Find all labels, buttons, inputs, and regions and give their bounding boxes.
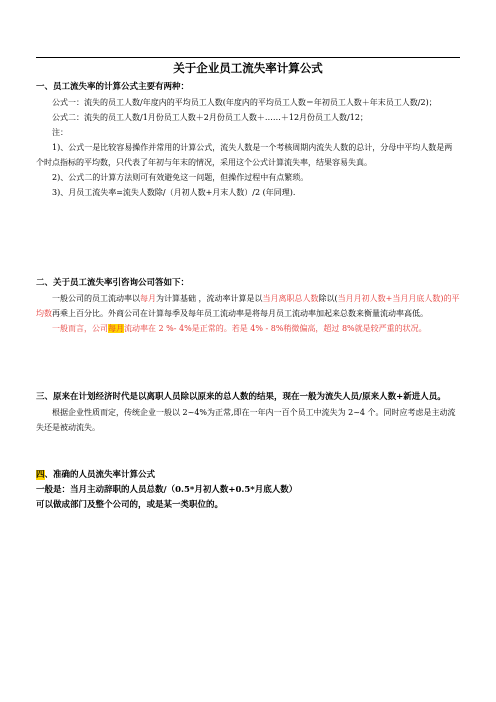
heading-text: 、准确的人员流失率计算公式 [44, 470, 156, 480]
section-2-paragraph-1 [36, 291, 460, 321]
section-2 [36, 276, 460, 336]
text: 一般公司的员工流动率以 [52, 294, 140, 303]
text: 流动率在 2 %- 4%是正常的。若是 4% - 8%稍微偏高，超过 8%就是较严重的状况。 [124, 324, 427, 333]
note-1: 1)、公式一是比较容易操作并常用的计算公式，流失人数是一个考核周期内流失人数的总计，分母中平均人数是两个时点指标的平均数，只代表了年初与年末的情况，采用这个公式计算流失率，结果容易失真。 [36, 143, 453, 167]
highlight-text: 当月离职总人数 [262, 294, 319, 303]
section-2-paragraph-2 [36, 321, 460, 336]
note-2: 2)、公式二的计算方法则可有效避免这一问题，但操作过程中有点繁琐。 [52, 173, 309, 182]
formula-1: 公式一：流失的员工人数/年度内的平均员工人数(年度内的平均员工人数＝年初员工人数＋年末员工人数/2)； [52, 98, 437, 107]
section-2-heading: 二、关于员工流失率引咨询公司答如下： [36, 278, 190, 288]
section-4 [36, 468, 460, 513]
text: 再乘上百分比。外商公司在计算每季及每年员工流动率是将每月员工流动率加起来总数来衡量流动率高低。 [52, 309, 428, 318]
page-title: 关于企业员工流失率计算公式 [173, 61, 323, 75]
section-3-paragraph: 根据企业性质而定，传统企业一般以 2~4%为正常,即在一年内一百个员工中流失为 2~4 个。同时应考虑是主动流失还是被动流失。 [36, 408, 456, 432]
scope-line: 可以做成部门及整个公司的，或是某一类职位的。 [36, 500, 224, 510]
section-3 [36, 390, 460, 435]
note-label: 注： [52, 128, 68, 137]
section-1 [36, 80, 460, 200]
text: 除以( [318, 294, 338, 303]
section-4-heading [36, 468, 460, 483]
formula-line: 一般是：当月主动辞职的人员总数/（0.5*月初人数+0.5*月底人数） [36, 485, 298, 495]
note-3: 3)、月员工流失率=流失人数除/（月初人数+月末人数）/2 (年同理). [52, 188, 296, 197]
header-rule [36, 57, 460, 58]
heading-number: 四 [36, 470, 45, 480]
text: 一般而言，公司 [52, 324, 108, 333]
highlight-text: 当月月初人数+当月月底人数)的平均数 [36, 294, 460, 318]
yellow-highlight-text: 每月 [108, 324, 124, 333]
section-3-heading: 三、原来在计划经济时代是以离职人员除以原来的总人数的结果，现在一般为流失人员/原来人数+新进人员。 [36, 392, 446, 402]
text: 为计算基础 ，流动率计算是以 [156, 294, 263, 303]
section-1-heading: 一、员工流失率的计算公式主要有两种： [36, 82, 190, 92]
highlight-text: 每月 [140, 294, 156, 303]
formula-2: 公式二：流失的员工人数/1月份员工人数＋2月份员工人数＋……＋12月份员工人数/12； [52, 113, 368, 122]
